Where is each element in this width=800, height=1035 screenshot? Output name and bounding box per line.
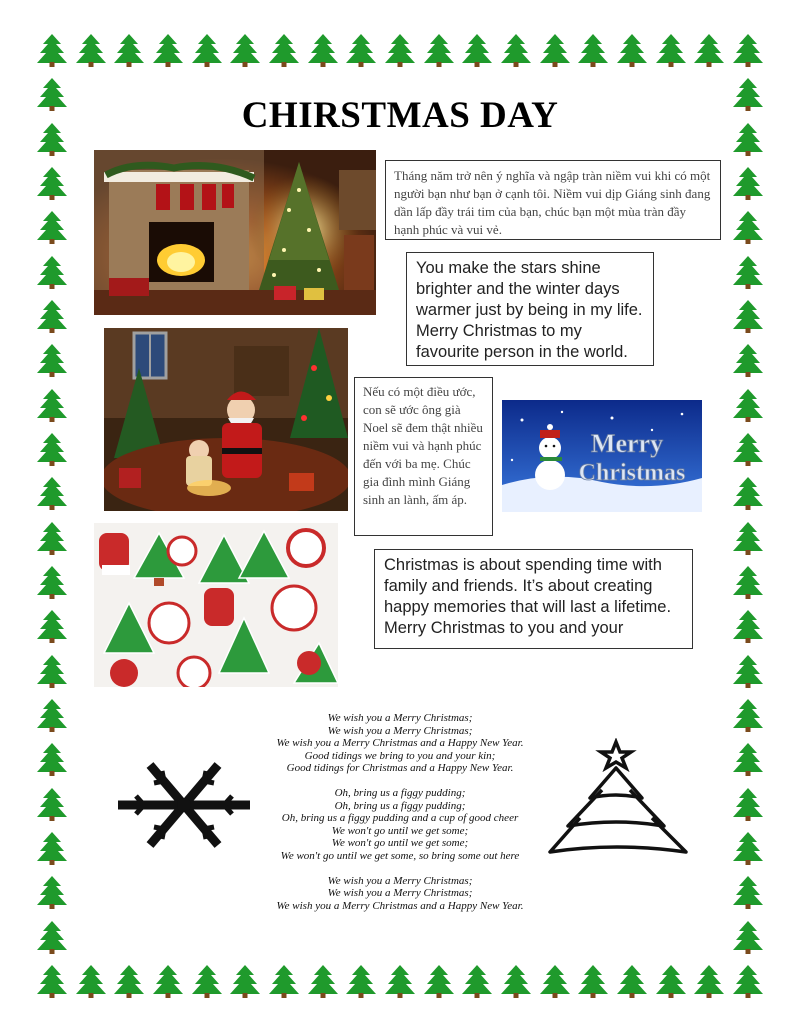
christmas-tree-icon (730, 963, 766, 999)
christmas-tree-icon (691, 32, 727, 68)
christmas-tree-icon (421, 963, 457, 999)
lyric-line: Oh, bring us a figgy pudding; (334, 786, 466, 799)
vietnamese-friend-message-box (385, 160, 721, 240)
christmas-tree-icon (614, 963, 650, 999)
christmas-tree-icon (730, 209, 766, 245)
christmas-tree-icon (34, 209, 70, 245)
lyric-line: Oh, bring us a figgy pudding; (334, 799, 466, 812)
lyric-line: Good tidings we bring to you and your kin; (304, 749, 496, 762)
christmas-tree-outline-icon (546, 738, 690, 860)
christmas-tree-icon (34, 342, 70, 378)
christmas-tree-icon (266, 963, 302, 999)
christmas-tree-icon (730, 165, 766, 201)
christmas-tree-icon (537, 963, 573, 999)
christmas-tree-icon (730, 298, 766, 334)
lyric-line: We wish you a Merry Christmas and a Happy New Year. (276, 737, 524, 750)
christmas-tree-icon (382, 963, 418, 999)
christmas-tree-icon (459, 32, 495, 68)
christmas-tree-icon (73, 963, 109, 999)
christmas-tree-icon (614, 32, 650, 68)
family-message: Christmas is about spending time with family and friends. It’s about creating happy memories that will last a lifetime. Merry Christmas to you and your (384, 556, 672, 637)
christmas-tree-icon (730, 786, 766, 822)
christmas-tree-icon (730, 254, 766, 290)
christmas-tree-icon (34, 653, 70, 689)
lyric-line: Oh, bring us a figgy pudding and a cup of good cheer (281, 812, 519, 825)
christmas-tree-icon (34, 520, 70, 556)
lyric-line: We won't go until we get some; (331, 824, 469, 837)
fireplace-photo (94, 150, 376, 315)
christmas-tree-icon (498, 32, 534, 68)
lyric-line: We wish you a Merry Christmas; (327, 712, 473, 724)
christmas-tree-icon (730, 608, 766, 644)
christmas-tree-icon (34, 564, 70, 600)
christmas-tree-icon (382, 32, 418, 68)
christmas-tree-icon (34, 165, 70, 201)
christmas-tree-icon (730, 919, 766, 955)
christmas-tree-icon (459, 963, 495, 999)
christmas-tree-icon (34, 741, 70, 777)
christmas-tree-icon (150, 963, 186, 999)
christmas-tree-icon (730, 564, 766, 600)
christmas-tree-icon (34, 830, 70, 866)
christmas-tree-icon (730, 741, 766, 777)
christmas-tree-icon (34, 431, 70, 467)
christmas-tree-icon (189, 963, 225, 999)
christmas-tree-icon (73, 32, 109, 68)
christmas-tree-icon (266, 32, 302, 68)
lyric-line: We wish you a Merry Christmas; (327, 887, 473, 900)
christmas-tree-icon (653, 963, 689, 999)
christmas-tree-icon (150, 32, 186, 68)
christmas-tree-icon (730, 830, 766, 866)
christmas-tree-icon (575, 32, 611, 68)
vietnamese-friend-message: Tháng năm trở nên ý nghĩa và ngập tràn niềm vui khi có một người bạn như bạn ở cạnh tôi. Niềm vui dịp Giáng sinh đang dần lấp đầy trái tim của bạn, chúc bạn một mùa tràn đầy hạnh phúc và vui vẻ. (394, 168, 711, 237)
christmas-tree-icon (227, 32, 263, 68)
christmas-tree-icon (421, 32, 457, 68)
lyric-line: We won't go until we get some, so bring some out here (280, 849, 520, 862)
christmas-tree-icon (305, 32, 341, 68)
lyric-line: We wish you a Merry Christmas; (327, 874, 473, 887)
christmas-tree-icon (691, 963, 727, 999)
lyric-line: We wish you a Merry Christmas; (327, 724, 473, 737)
christmas-tree-icon (730, 32, 766, 68)
christmas-tree-icon (343, 963, 379, 999)
christmas-tree-icon (730, 387, 766, 423)
christmas-tree-icon (34, 32, 70, 68)
christmas-tree-icon (653, 32, 689, 68)
merry-christmas-lettering: Merry (590, 429, 664, 458)
christmas-tree-icon (730, 874, 766, 910)
christmas-tree-icon (498, 963, 534, 999)
stanza-3 (190, 875, 610, 913)
christmas-tree-icon (189, 32, 225, 68)
christmas-tree-icon (537, 32, 573, 68)
christmas-tree-icon (34, 298, 70, 334)
lyric-line: We won't go until we get some; (331, 837, 469, 850)
family-message-box (374, 549, 693, 649)
christmas-tree-icon (343, 32, 379, 68)
cookies-photo (94, 523, 338, 687)
christmas-tree-icon (34, 608, 70, 644)
merry-christmas-lettering-2: Christmas (578, 460, 686, 486)
christmas-tree-icon (730, 653, 766, 689)
christmas-tree-icon (730, 431, 766, 467)
christmas-tree-icon (575, 963, 611, 999)
christmas-tree-icon (730, 697, 766, 733)
christmas-tree-icon (34, 697, 70, 733)
christmas-tree-icon (34, 475, 70, 511)
christmas-tree-icon (111, 32, 147, 68)
christmas-tree-icon (34, 387, 70, 423)
christmas-tree-icon (34, 874, 70, 910)
christmas-tree-icon (34, 919, 70, 955)
stars-message-box (406, 252, 654, 366)
vietnamese-wish-message-box (354, 377, 493, 536)
santa-photo (104, 328, 348, 511)
lyric-line: Good tidings for Christmas and a Happy New Year. (286, 762, 514, 775)
christmas-tree-icon (34, 786, 70, 822)
christmas-tree-icon (34, 254, 70, 290)
christmas-tree-icon (305, 963, 341, 999)
vietnamese-wish-message: Nếu có một điều ước, con sẽ ước ông già Noel sẽ đem thật nhiều niềm vui và hạnh phúc đến với ba mẹ. Chúc gia đình mình Giáng sinh an lành, ấm áp. (363, 384, 483, 507)
lyric-line: We wish you a Merry Christmas and a Happy New Year. (276, 899, 524, 912)
christmas-tree-icon (730, 342, 766, 378)
page-title: CHIRSTMAS DAY (241, 95, 559, 136)
christmas-tree-icon (227, 963, 263, 999)
christmas-tree-icon (730, 475, 766, 511)
christmas-tree-icon (730, 520, 766, 556)
merry-christmas-snowman-photo (502, 400, 702, 512)
christmas-tree-icon (111, 963, 147, 999)
christmas-tree-icon (34, 963, 70, 999)
stars-message: You make the stars shine brighter and the winter days warmer just by being in my life. Merry Christmas to my favourite person in the world. (416, 259, 643, 361)
